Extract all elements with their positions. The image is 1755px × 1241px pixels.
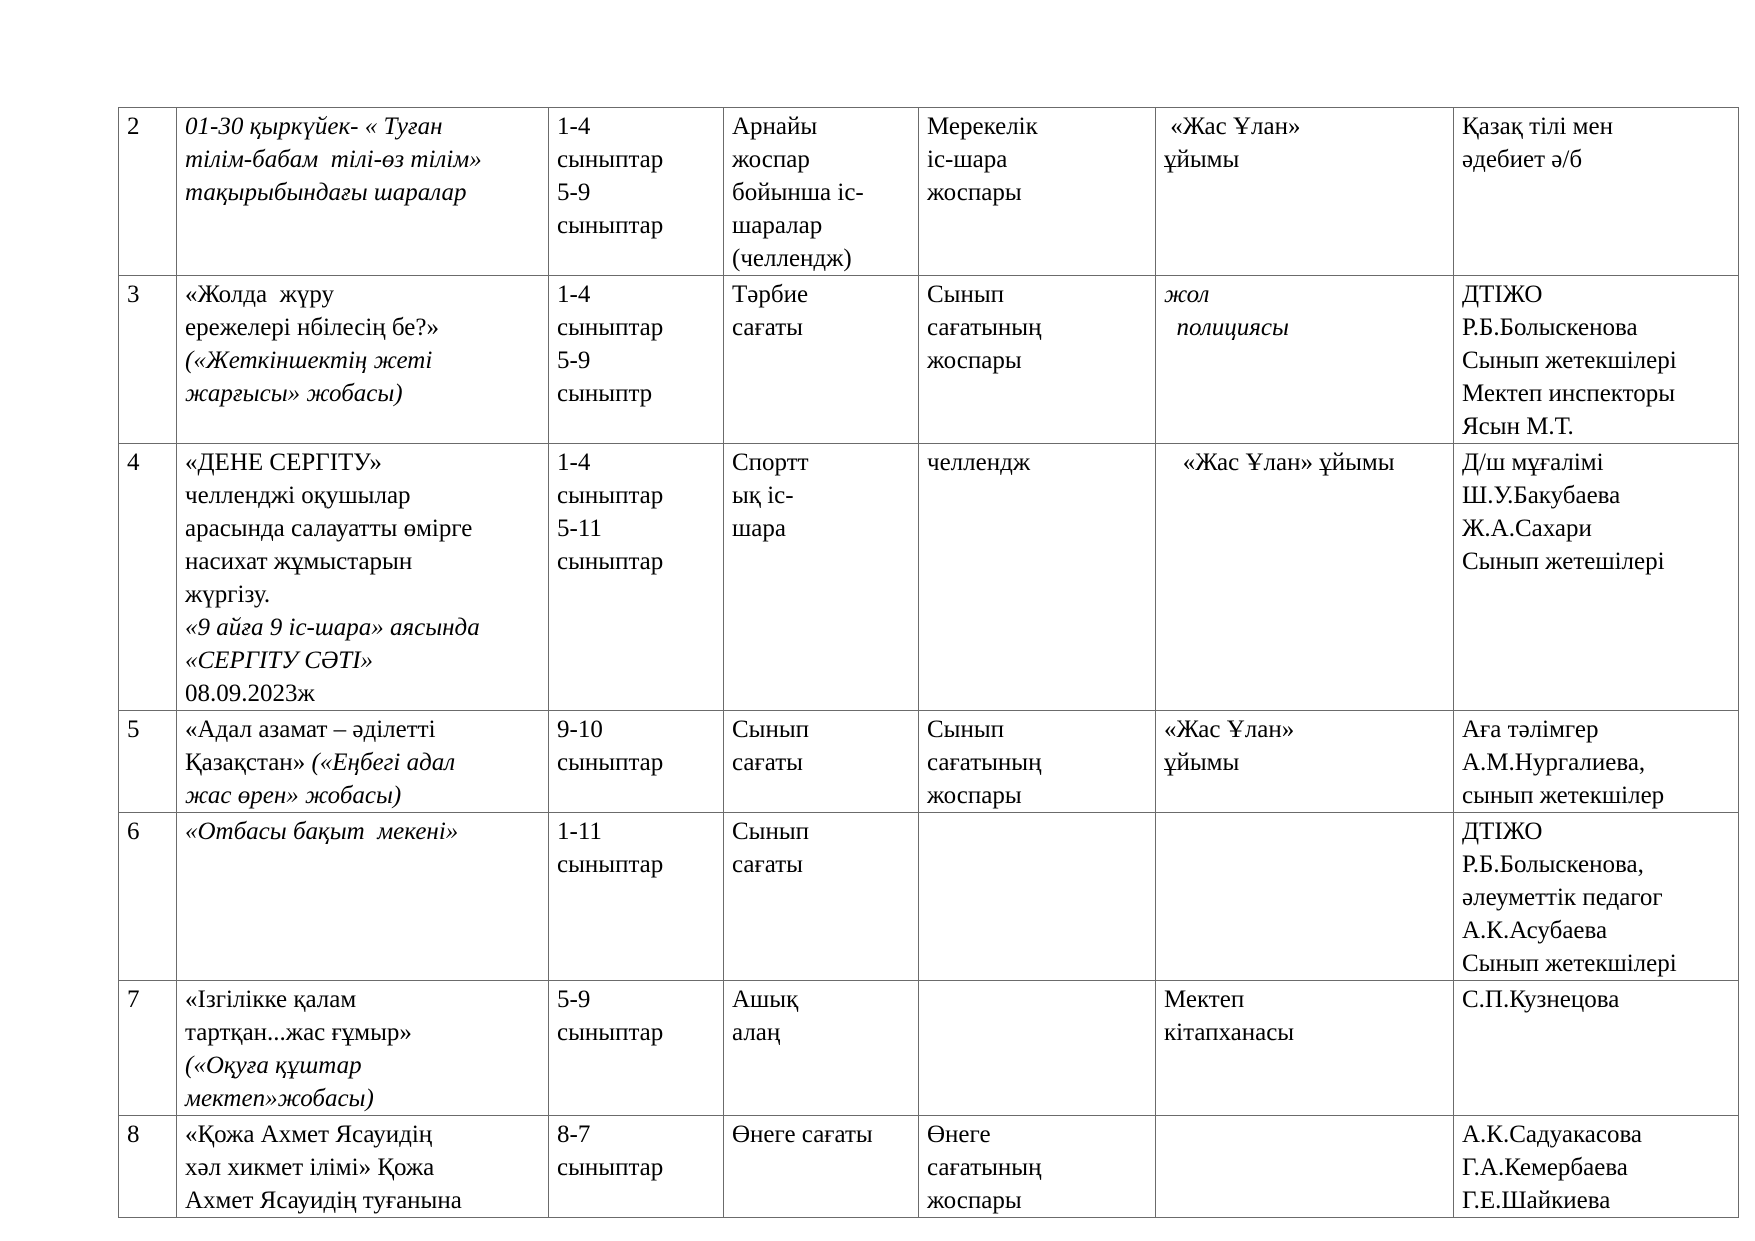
topic-line: ережелері нбілесің бе?»: [185, 314, 439, 341]
form-line: шаралар: [732, 212, 823, 239]
cell-responsible: [1454, 276, 1739, 444]
grades-line: сыныптар: [557, 851, 664, 878]
responsible-line: Ш.У.Бакубаева: [1462, 482, 1621, 509]
cell-grades: [549, 981, 724, 1116]
cell-partner: [1156, 276, 1454, 444]
form-line: сағаты: [732, 749, 803, 776]
responsible-line: Г.Е.Шайкиева: [1462, 1187, 1611, 1214]
form-line: сағаты: [732, 851, 803, 878]
topic-line: тақырыбындағы шаралар: [185, 179, 467, 206]
plan-line: челлендж: [927, 449, 1031, 476]
cell-topic: [177, 444, 549, 711]
partner-line: ұйымы: [1164, 749, 1240, 776]
cell-no: [119, 813, 177, 981]
topic-line: («Жеткіншектің жеті: [185, 347, 433, 374]
cell-grades: [549, 276, 724, 444]
cell-grades: [549, 1116, 724, 1218]
cell-grades: [549, 711, 724, 813]
form-line: ық іс-: [732, 482, 794, 509]
cell-responsible: [1454, 444, 1739, 711]
form-line: Ашық: [732, 986, 799, 1013]
plan-line: Сынып: [927, 281, 1005, 308]
topic-line: «ДЕНЕ СЕРГІТУ»: [185, 449, 382, 476]
topic-line: «СЕРГІТУ СӘТІ»: [185, 647, 374, 674]
cell-topic: [177, 981, 549, 1116]
topic-line: жарғысы» жобасы): [185, 380, 403, 407]
cell-grades: [549, 444, 724, 711]
responsible-line: Мектеп инспекторы: [1462, 380, 1676, 407]
partner-line: полициясы: [1164, 314, 1289, 341]
topic-line: «Отбасы бақыт мекені»: [185, 818, 459, 845]
cell-no: [119, 981, 177, 1116]
topic-line: арасында салауатты өмірге: [185, 515, 473, 542]
row-number: 5: [127, 716, 140, 743]
table-row: [119, 813, 1739, 981]
responsible-line: ДТІЖО: [1462, 818, 1543, 845]
row-number: 3: [127, 281, 140, 308]
cell-topic: [177, 711, 549, 813]
topic-line: Ахмет Ясауидің туғанына: [185, 1187, 462, 1214]
grades-line: сыныптар: [557, 212, 664, 239]
cell-form: [724, 108, 919, 276]
responsible-line: С.П.Кузнецова: [1462, 986, 1620, 1013]
partner-line: кітапханасы: [1164, 1019, 1295, 1046]
grades-line: сыныптар: [557, 749, 664, 776]
plan-line: жоспары: [927, 1187, 1022, 1214]
form-line: жоспар: [732, 146, 810, 173]
responsible-line: Сынып жетекшілері: [1462, 950, 1677, 977]
topic-line: мектеп»жобасы): [185, 1085, 374, 1112]
form-line: Өнеге сағаты: [732, 1121, 873, 1148]
plan-line: жоспары: [927, 347, 1022, 374]
grades-line: сыныптр: [557, 380, 653, 407]
grades-line: 5-9: [557, 179, 591, 206]
responsible-line: А.М.Нургалиева,: [1462, 749, 1646, 776]
cell-grades: [549, 813, 724, 981]
row-number: 2: [127, 113, 140, 140]
cell-partner: [1156, 1116, 1454, 1218]
row-number: 4: [127, 449, 140, 476]
grades-line: сыныптар: [557, 146, 664, 173]
cell-partner: [1156, 108, 1454, 276]
plan-line: Өнеге: [927, 1121, 991, 1148]
cell-form: [724, 1116, 919, 1218]
topic-line: тілім-бабам тілі-өз тілім»: [185, 146, 482, 173]
responsible-line: Д/ш мұғалімі: [1462, 449, 1604, 476]
plan-line: Сынып: [927, 716, 1005, 743]
plan-line: іс-шара: [927, 146, 1008, 173]
form-line: Сынып: [732, 716, 810, 743]
cell-responsible: [1454, 813, 1739, 981]
cell-partner: [1156, 981, 1454, 1116]
topic-line: «Ізгілікке қалам: [185, 986, 357, 1013]
table-row: [119, 981, 1739, 1116]
partner-line: Мектеп: [1164, 986, 1245, 1013]
cell-plan: [919, 1116, 1156, 1218]
grades-line: 5-11: [557, 515, 602, 542]
cell-no: [119, 108, 177, 276]
table-row: [119, 444, 1739, 711]
grades-line: 1-11: [557, 818, 602, 845]
table-row: [119, 276, 1739, 444]
grades-line: 8-7: [557, 1121, 591, 1148]
form-line: сағаты: [732, 314, 803, 341]
form-line: Сынып: [732, 818, 810, 845]
cell-topic: [177, 1116, 549, 1218]
form-line: Тәрбие: [732, 281, 809, 308]
partner-line: жол: [1164, 281, 1210, 308]
row-number: 8: [127, 1121, 140, 1148]
responsible-line: Сынып жетешілері: [1462, 548, 1665, 575]
responsible-line: А.К.Садуакасова: [1462, 1121, 1643, 1148]
cell-responsible: [1454, 981, 1739, 1116]
partner-line: «Жас Ұлан»: [1164, 113, 1301, 140]
grades-line: 1-4: [557, 113, 591, 140]
responsible-line: әдебиет ә/б: [1462, 146, 1583, 173]
form-line: шара: [732, 515, 786, 542]
topic-line: Қазақстан» («Еңбегі адал: [185, 749, 456, 776]
plan-line: сағатының: [927, 749, 1042, 776]
grades-line: 9-10: [557, 716, 603, 743]
topic-line: «Адал азамат – әділетті: [185, 716, 436, 743]
grades-line: сыныптар: [557, 548, 664, 575]
partner-line: «Жас Ұлан» ұйымы: [1164, 449, 1395, 476]
plan-line: Мерекелік: [927, 113, 1038, 140]
cell-partner: [1156, 813, 1454, 981]
topic-line: жас өрен» жобасы): [185, 782, 402, 809]
cell-no: [119, 276, 177, 444]
grades-line: сыныптар: [557, 314, 664, 341]
topic-line: челленджі оқушылар: [185, 482, 411, 509]
cell-form: [724, 444, 919, 711]
event-plan-table: [118, 107, 1739, 1218]
grades-line: 5-9: [557, 986, 591, 1013]
cell-plan: [919, 444, 1156, 711]
plan-line: жоспары: [927, 782, 1022, 809]
responsible-line: сынып жетекшілер: [1462, 782, 1665, 809]
topic-line: тартқан...жас ғұмыр»: [185, 1019, 412, 1046]
plan-line: жоспары: [927, 179, 1022, 206]
responsible-line: А.К.Асубаева: [1462, 917, 1608, 944]
cell-partner: [1156, 711, 1454, 813]
table-body: [119, 108, 1739, 1218]
responsible-line: Р.Б.Болыскенова,: [1462, 851, 1644, 878]
responsible-line: Аға тәлімгер: [1462, 716, 1599, 743]
cell-form: [724, 276, 919, 444]
plan-line: сағатының: [927, 1154, 1042, 1181]
responsible-line: әлеуметтік педагог: [1462, 884, 1663, 911]
cell-no: [119, 444, 177, 711]
responsible-line: Р.Б.Болыскенова: [1462, 314, 1638, 341]
responsible-line: ДТІЖО: [1462, 281, 1543, 308]
partner-line: «Жас Ұлан»: [1164, 716, 1295, 743]
form-line: алаң: [732, 1019, 781, 1046]
topic-line: жүргізу.: [185, 581, 271, 608]
topic-line: «Жолда жүру: [185, 281, 335, 308]
row-number: 6: [127, 818, 140, 845]
cell-plan: [919, 711, 1156, 813]
table-row: [119, 108, 1739, 276]
cell-topic: [177, 813, 549, 981]
topic-line: «9 айға 9 іс-шара» аясында: [185, 614, 480, 641]
cell-no: [119, 1116, 177, 1218]
grades-line: 1-4: [557, 281, 591, 308]
cell-topic: [177, 276, 549, 444]
grades-line: сыныптар: [557, 1019, 664, 1046]
cell-no: [119, 711, 177, 813]
cell-responsible: [1454, 1116, 1739, 1218]
topic-line: 08.09.2023ж: [185, 680, 315, 707]
grades-line: 1-4: [557, 449, 591, 476]
topic-line: «Қожа Ахмет Ясауидің: [185, 1121, 433, 1148]
cell-plan: [919, 276, 1156, 444]
form-line: Арнайы: [732, 113, 818, 140]
cell-form: [724, 813, 919, 981]
cell-form: [724, 711, 919, 813]
grades-line: 5-9: [557, 347, 591, 374]
cell-grades: [549, 108, 724, 276]
topic-line: («Оқуға құштар: [185, 1052, 362, 1079]
responsible-line: Ясын М.Т.: [1462, 413, 1574, 440]
topic-line: хәл хикмет ілімі» Қожа: [185, 1154, 435, 1181]
responsible-line: Г.А.Кемербаева: [1462, 1154, 1628, 1181]
responsible-line: Ж.А.Сахари: [1462, 515, 1592, 542]
responsible-line: Сынып жетекшілері: [1462, 347, 1677, 374]
plan-line: сағатының: [927, 314, 1042, 341]
form-line: (челлендж): [732, 245, 852, 272]
table-row: [119, 1116, 1739, 1218]
responsible-line: Қазақ тілі мен: [1462, 113, 1613, 140]
cell-form: [724, 981, 919, 1116]
cell-plan: [919, 813, 1156, 981]
cell-plan: [919, 981, 1156, 1116]
grades-line: сыныптар: [557, 482, 664, 509]
table-row: [119, 711, 1739, 813]
topic-line: насихат жұмыстарын: [185, 548, 413, 575]
row-number: 7: [127, 986, 140, 1013]
grades-line: сыныптар: [557, 1154, 664, 1181]
topic-line: 01-30 қыркүйек- « Туған: [185, 113, 443, 140]
partner-line: ұйымы: [1164, 146, 1240, 173]
cell-partner: [1156, 444, 1454, 711]
form-line: Спортт: [732, 449, 809, 476]
cell-responsible: [1454, 108, 1739, 276]
form-line: бойынша іс-: [732, 179, 864, 206]
cell-plan: [919, 108, 1156, 276]
cell-topic: [177, 108, 549, 276]
cell-responsible: [1454, 711, 1739, 813]
